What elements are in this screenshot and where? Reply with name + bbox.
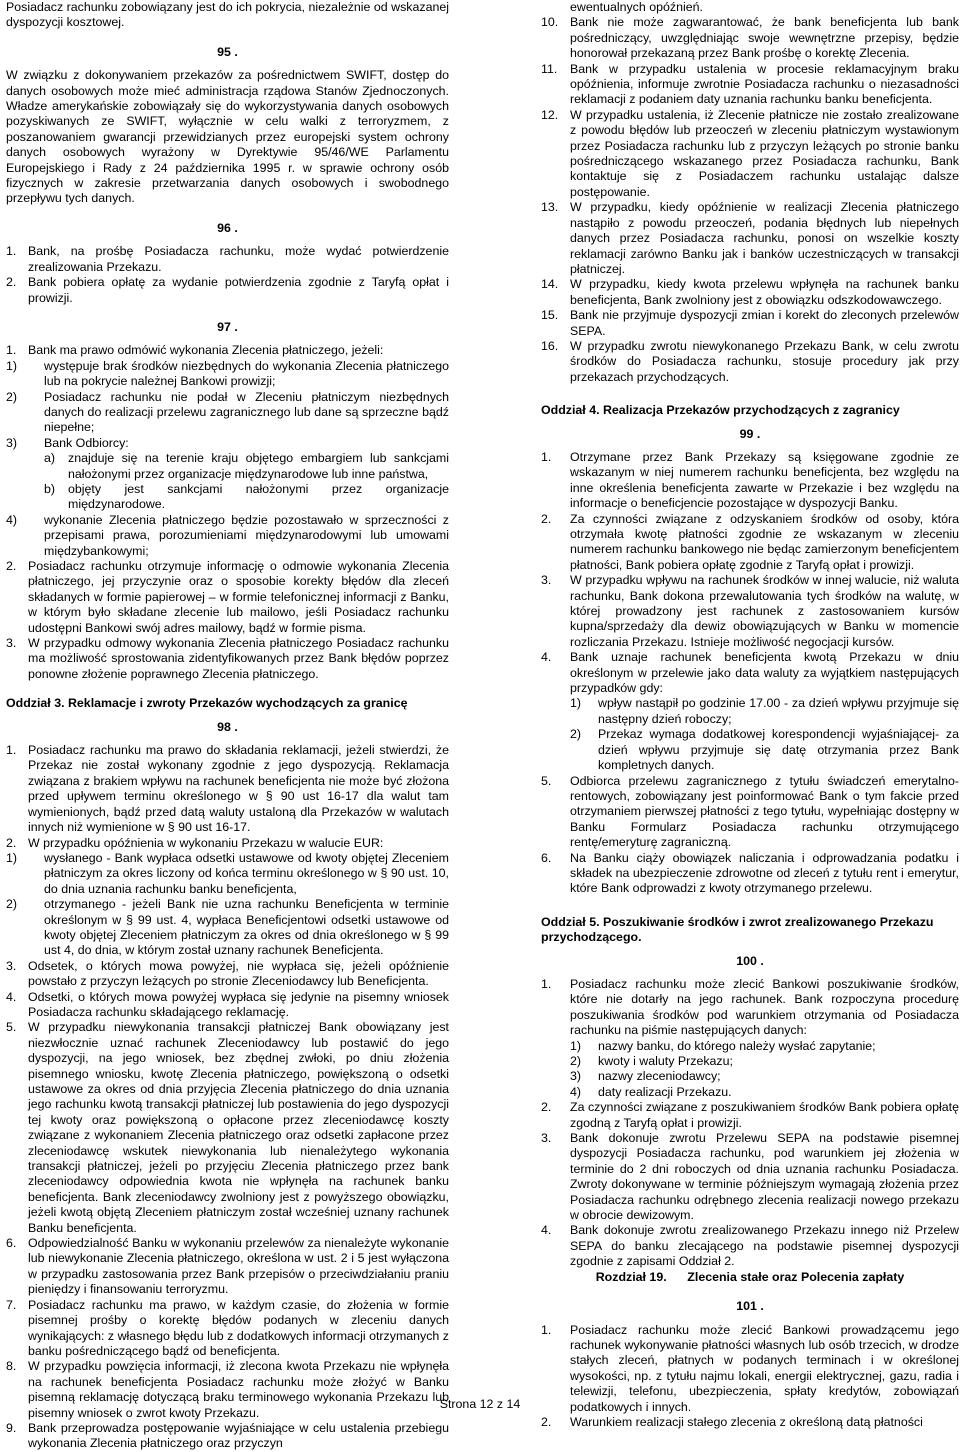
paragraph-100-title: 100 .	[736, 953, 764, 968]
p98-item-16: 16. W przypadku zwrotu niewykonanego Przekazu Bank, w celu zwrotu środków do Posiadacza rachunku, stosuje procedury jak przy przekazach przychodzących.	[541, 338, 959, 384]
p100-item-2: 2. Za czynności związane z poszukiwaniem środków Bank pobiera opłatę zgodną z Taryfą opłat i prowizji.	[541, 1100, 959, 1130]
p99-4-sub-2: 2) Przekaz wymaga dodatkowej korespondencji wyjaśniającej- za dzień wpływu przyjmuje się datę otrzymania przez Bank kompletnych danych.	[570, 727, 959, 773]
paragraph-98-title: 98 .	[217, 719, 238, 734]
intro-paragraph: Posiadacz rachunku zobowiązany jest do ich pokrycia, niezależnie od wskazanej dyspozycji kosztowej.	[6, 0, 449, 30]
p99-item-6: 6. Na Banku ciąży obowiązek naliczania i odprowadzania podatku i składek na ubezpieczenie zdrowotne od zleceń z tytułu rent i emerytur, które Bank odprowadzi z kwoty otrzymanego przelewu.	[541, 850, 959, 896]
p97-1-sub-3: 3) Bank Odbiorcy:	[6, 435, 129, 450]
p100-1-sub-4: 4) daty realizacji Przekazu.	[570, 1084, 732, 1099]
paragraph-95-title: 95 .	[217, 44, 238, 59]
p99-item-3: 3. W przypadku wpływu na rachunek środków w innej walucie, niż waluta rachunku, Bank dokona przewalutowania tych środków na walutę, w której prowadzony jest rachunek z zastosowaniem kursów kupna/sprzedaży dla dewiz obowiązujących w Banku w momencie rozliczania Przekazu. Istnieje możliwość negocjacji kursów.	[541, 573, 959, 649]
p98-item-4: 4. Odsetki, o których mowa powyżej wypłaca się jedynie na pisemny wniosek Posiadacza rachunku składającego reklamację.	[6, 989, 449, 1019]
p98-item-11: 11. Bank w przypadku ustalenia w procesie reklamacyjnym braku opóźnienia, informuje zwrotnie Posiadacza rachunku o niezasadności reklamacji z podaniem daty uznania rachunku banku beneficjenta.	[541, 61, 959, 107]
paragraph-95-text	[6, 68, 449, 207]
p97-1-3-sub-b: b) objęty jest sankcjami nałożonymi przez organizacje międzynarodowe.	[44, 481, 449, 512]
p98-item-7: 7. Posiadacz rachunku ma prawo, w każdym czasie, do złożenia w formie pisemnej prośby o korektę błędów podanych w zleceniu danych wynikających: z własnego błędu lub z dodatkowych informacji otrzymanych z banku pośredniczącego bądź od beneficjenta.	[6, 1297, 449, 1358]
p100-1-sub-3: 3) nazwy zleceniodawcy;	[570, 1069, 721, 1084]
p98-2-sub-1: 1) wysłanego - Bank wypłaca odsetki ustawowe od kwoty objętej Zleceniem płatniczym za okres liczony od końca terminu określonego w § 90 ust. 10, do dnia uznania rachunku banku beneficjenta,	[6, 850, 449, 896]
p98-item-6: 6. Odpowiedzialność Banku w wykonaniu przelewów za nienależyte wykonanie lub niewykonanie Zlecenia płatniczego, określona w ust. 2 i 5 jest wyłączona w przypadku zastosowania przez Bank przepisów o przeciwdziałaniu praniu pieniędzy i finansowaniu terroryzmu.	[6, 1236, 449, 1297]
paragraph-96-title: 96 .	[217, 220, 238, 235]
p98-item-12: 12. W przypadku ustalenia, iż Zlecenie płatnicze nie zostało zrealizowane z powodu błędów lub przeoczeń w zleceniu płatniczym wystawionym przez Posiadacza rachunku lub z przyczyn leżących po stronie banku pośredniczącego wskazanego przez Posiadacza rachunku, Bank kontaktuje się z Posiadaczem rachunku ustalając dalsze postępowanie.	[541, 107, 959, 199]
p98-item-2: 2. W przypadku opóźnienia w wykonaniu Przekazu w walucie EUR:	[6, 835, 384, 850]
paragraph-95-body-a: W związku z dokonywaniem przekazów za pośrednictwem SWIFT, dostęp do danych osobowych może mieć administracja rządowa Stanów Zjednoczonych. Władze amerykańskie zobowiązały się do wykorzystywania danych osobowych pozyskiwanych ze SWIFT, wyłącznie w celu walki z terroryzmem, z poszanowaniem gwarancji przewidzianych przez europejski system ochrony danych osobowych wyrażony w Dyrektywie 95/46/WE Parlamentu Europejskiego i Rady z 24 października 1995 r. w sprawie ochrony osób fizycznych w zakresie przetwarzania danych osobowych i swobodnego przepływu tych danych.	[6, 68, 449, 206]
p96-item-2: 2. Bank pobiera opłatę za wydanie potwierdzenia zgodnie z Taryfą opłat i prowizji.	[6, 275, 449, 305]
p100-1-sub-2: 2) kwoty i waluty Przekazu;	[570, 1054, 733, 1068]
p97-1-sub-4: 4) wykonanie Zlecenia płatniczego będzie pozostawało w sprzeczności z przepisami prawa, porozumieniami międzynarodowymi lub umowami międzybankowymi;	[6, 512, 449, 558]
p98-item-13: 13. W przypadku, kiedy opóźnienie w realizacji Zlecenia płatniczego nastąpiło z powodu przeoczeń, podania błędnych lub niepełnych danych przez Posiadacza rachunku, ponosi on wszelkie koszty reklamacji zarówno Banku jak i banków uczestniczących w transakcji płatniczej.	[541, 200, 959, 276]
p99-item-2: 2. Za czynności związane z odzyskaniem środków od osoby, która otrzymała kwotę płatności zgodnie ze wskazanym w zleceniu numerem rachunku bankowego nie będąc zamierzonym beneficjentem płatności, Bank pobiera opłatę zgodnie z Taryfą opłat i prowizji.	[541, 511, 959, 572]
section-oddzial-5: Oddział 5. Poszukiwanie środków i zwrot zrealizowanego Przekazu przychodzącego.	[541, 914, 934, 945]
p99-item-4: 4. Bank uznaje rachunek beneficjenta kwotą Przekazu w dniu określonym w przelewie jako data waluty za wyjątkiem następujących przypadków gdy:	[541, 650, 959, 696]
right-column	[541, 0, 959, 1430]
p101-item-1: 1. Posiadacz rachunku może zlecić Bankowi prowadzącemu jego rachunek wykonywanie płatności własnych lub osób trzecich, w drodze stałych zleceń, płatnych w podanych terminach i w określonej wysokości, np. z tytułu najmu lokali, energii elektrycznej, gazu, radia i telewizji, telefonu, ubezpieczenia, spłaty kredytów, zobowiązań podatkowych i innych.	[541, 1322, 959, 1414]
p98-item-1: 1. Posiadacz rachunku ma prawo do składania reklamacji, jeżeli stwierdzi, że Przekaz nie został wykonany zgodnie z jego dyspozycją. Reklamacja związana z brakiem wpływu na rachunek beneficjenta nie może być złożona przed upływem terminu określonego w § 90 ust 16-17 dla walut tam wymienionych, bądź przed datą waluty ustaloną dla Przekazów w walutach innych niż wymienione w § 90 ust 16-17.	[6, 743, 449, 835]
p99-4-sub-1: 1) wpływ nastąpił po godzinie 17.00 - za dzień wpływu przyjmuje się następny dzień roboczy;	[570, 696, 959, 726]
p98-item-9: 9. Bank przeprowadza postępowanie wyjaśniające w celu ustalenia przebiegu wykonania Zlecenia płatniczego oraz przyczyn	[6, 1420, 449, 1451]
paragraph-101-title: 101 .	[736, 1299, 764, 1314]
left-column	[6, 0, 449, 1452]
p100-item-4: 4. Bank dokonuje zwrotu zrealizowanego Przekazu innego niż Przelew SEPA do banku zlecającego na podstawie pisemnej dyspozycji zgodnie z zapisami Oddział 2.	[541, 1223, 959, 1269]
p98-item-5: 5. W przypadku niewykonania transakcji płatniczej Bank obowiązany jest niezwłocznie uznać rachunek Zleceniodawcy lub postawić do jego dyspozycji, na jego wniosek, bez zbędnej zwłoki, po dniu złożenia pisemnego wniosku, kwotę Zlecenia płatniczego, powiększoną o odsetki ustawowe za okres od dnia przyjęcia Zlecenia płatniczego do dnia uznania jego rachunku kwotą transakcji płatniczej lub postawienia do jego dyspozycji tej kwoty oraz powiększoną o opłacone przez zleceniodawcę koszty związane z wykonaniem Zlecenia płatniczego oraz odsetki zapłacone przez zleceniodawcę wskutek niewykonania lub nienależytego wykonania transakcji płatniczej, jeżeli po przyjęciu Zlecenia płatniczego przez bank zleceniodawcy odpowiednia kwota nie wpłynęła na rachunek banku beneficjenta. Bank zleceniodawcy zwolniony jest z powyższego obowiązku, jeżeli kwotą objętą Zleceniem płatniczym został wcześniej uznany rachunek Banku beneficjenta.	[6, 1020, 449, 1235]
p98-item-10: 10. Bank nie może zagwarantować, że bank beneficjenta lub bank pośredniczący, uwzględniając swoje wewnętrzne przepisy, będzie honorował przekazaną przez Bank prośbę o korektę Zlecenia.	[541, 15, 959, 61]
chapter-19-title: Rozdział 19. Zlecenia stałe oraz Polecenia zapłaty	[595, 1269, 905, 1284]
p98-item-8: 8. W przypadku powzięcia informacji, iż zlecona kwota Przekazu nie wpłynęła na rachunek beneficjenta Posiadacz rachunku może złożyć w Banku pisemną reklamację dotyczącą braku terminowego wykonania Przekazu lub pisemny wniosek o zwrot kwoty Przekazu.	[6, 1359, 449, 1420]
section-oddzial-3: Oddział 3. Reklamacje i zwroty Przekazów wychodzących za granicę	[6, 696, 408, 711]
p100-1-sub-1: 1) nazwy banku, do którego należy wysłać zapytanie;	[570, 1038, 876, 1053]
p96-item-1: 1. Bank, na prośbę Posiadacza rachunku, może wydać potwierdzenie zrealizowania Przekazu.	[6, 244, 449, 274]
p100-item-1: 1. Posiadacz rachunku może zlecić Bankowi poszukiwanie środków, które nie dotarły na jego rachunek. Bank rozpoczyna procedurę poszukiwania środków pod warunkiem otrzymania od Posiadacza rachunku na piśmie następujących danych:	[541, 976, 959, 1038]
p98-2-sub-2: 2) otrzymanego - jeżeli Bank nie uzna rachunku Beneficjenta w terminie określonym w § 99 ust. 4, wypłaca Beneficjentowi odsetki ustawowe od kwoty objętej Zleceniem płatniczym za okres od dnia określonego w § 99 ust 4, do dnia, w którym został uznany rachunek Beneficjenta.	[6, 897, 449, 958]
p97-1-3-sub-a: a) znajduje się na terenie kraju objętego embargiem lub sankcjami nałożonymi przez organizacje międzynarodowe lub inne państwa,	[44, 451, 449, 481]
p99-item-1: 1. Otrzymane przez Bank Przekazy są księgowane zgodnie ze wskazanym w niej numerem rachunku beneficjenta, bez względu na inne określenia beneficjenta zawarte w Przekazie i bez względu na informacje o beneficjencie pozostające w dyspozycji Banku.	[541, 449, 959, 511]
paragraph-99-title: 99 .	[739, 426, 761, 441]
page-footer: Strona 12 z 14	[439, 1397, 521, 1411]
p97-1-sub-2: 2) Posiadacz rachunku nie podał w Zleceniu płatniczym niezbędnych danych do realizacji przelewu zagranicznego lub dane są sprzeczne bądź niepełne;	[6, 389, 449, 435]
continued-text: ewentualnych opóźnień.	[570, 0, 703, 14]
p97-item-3: 3. W przypadku odmowy wykonania Zlecenia płatniczego Posiadacz rachunku ma możliwość sprostowania zidentyfikowanych przez Bank błędów poprzez ponowne złożenie poprawnego Zlecenia płatniczego.	[6, 636, 449, 681]
p99-item-5: 5. Odbiorca przelewu zagranicznego z tytułu świadczeń emerytalno-rentowych, zobowiązany jest poinformować Bank o tym fakcie przed otrzymaniem pierwszej płatności z tego tytułu, wypełniając dostępny w Banku Formularz Posiadacza rachunku otrzymującego rentę/emeryturę zagraniczną.	[541, 773, 959, 850]
p97-1-sub-1: 1) występuje brak środków niezbędnych do wykonania Zlecenia płatniczego lub na pokrycie należnej Bankowi prowizji;	[6, 358, 449, 389]
section-oddzial-4: Oddział 4. Realizacja Przekazów przychodzących z zagranicy	[541, 403, 900, 418]
p101-item-2: 2. Warunkiem realizacji stałego zlecenia z określoną datą płatności	[541, 1414, 923, 1429]
p98-item-15: 15. Bank nie przyjmuje dyspozycji zmian i korekt do zleconych przelewów SEPA.	[541, 308, 959, 338]
p97-item-1: 1. Bank ma prawo odmówić wykonania Zlecenia płatniczego, jeżeli:	[6, 343, 384, 358]
p98-item-14: 14. W przypadku, kiedy kwota przelewu wpłynęła na rachunek banku beneficjenta, Bank zwolniony jest z obowiązku odszkodowawczego.	[541, 277, 959, 307]
p100-item-3: 3. Bank dokonuje zwrotu Przelewu SEPA na podstawie pisemnej dyspozycji Posiadacza rachunku, pod warunkiem jej złożenia w terminie do 2 dni roboczych od dnia uznania rachunku Posiadacza. Zwroty dokonywane w terminie późniejszym wymagają złożenia przez Posiadacza rachunku odrębnego zlecenia realizacji nowego przekazu w obrocie dewizowym.	[541, 1131, 959, 1223]
p97-item-2: 2. Posiadacz rachunku otrzymuje informację o odmowie wykonania Zlecenia płatniczego, jej przyczynie oraz o sposobie korekty błędów dla zleceń składanych w formie papierowej – w formie telefonicznej informacji z Banku, w którym było składane zlecenie lub mailowo, jeśli Posiadacz rachunku udostępni Bankowi swój adres mailowy, bądź w formie pisma.	[6, 559, 449, 635]
paragraph-97-title: 97 .	[217, 319, 238, 334]
p98-item-3: 3. Odsetek, o których mowa powyżej, nie wypłaca się, jeżeli opóźnienie powstało z przyczyn leżących po stronie Zleceniodawcy lub Beneficjenta.	[6, 958, 449, 989]
